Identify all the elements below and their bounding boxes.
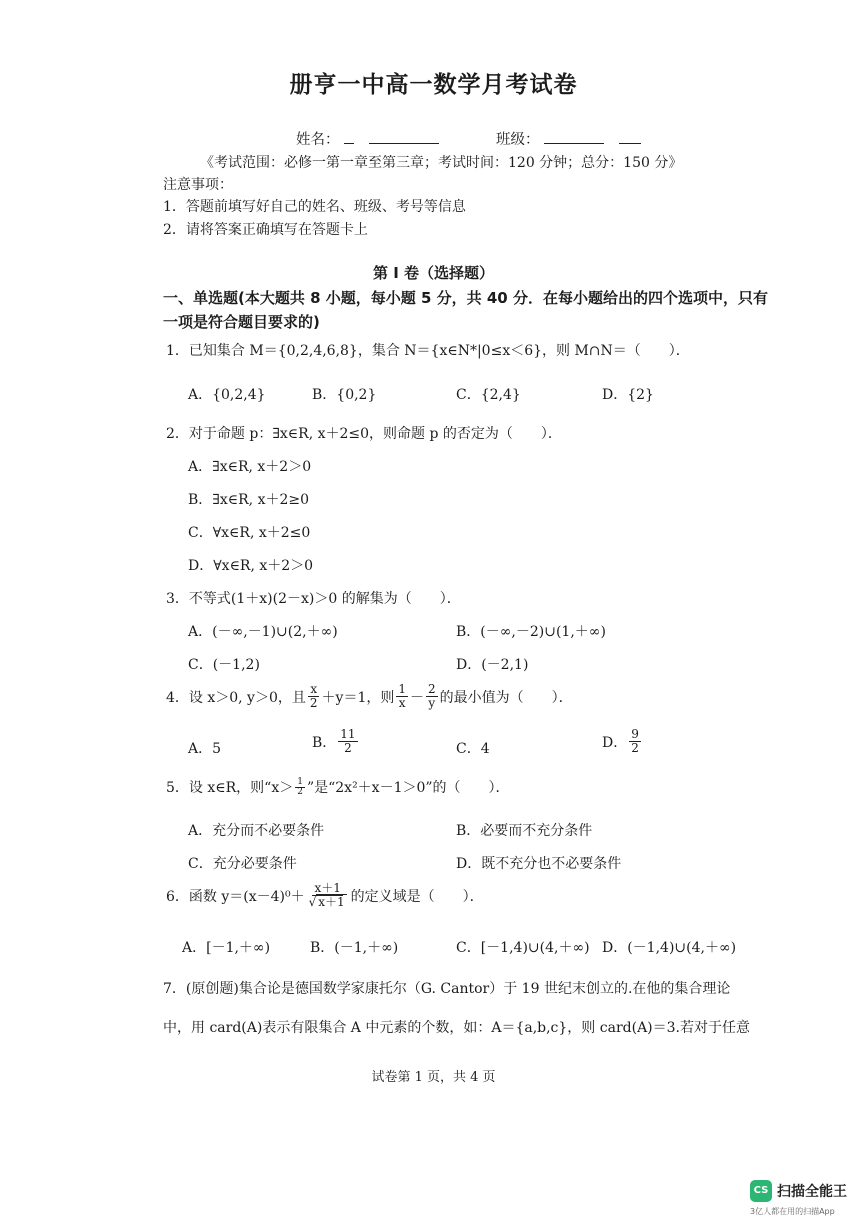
q4-option-c[interactable]: C．4 — [456, 741, 490, 757]
q3-option-c[interactable]: C．(－1,2) — [188, 657, 260, 673]
q5-option-d[interactable]: D．既不充分也不必要条件 — [456, 856, 622, 872]
q5-stem — [166, 777, 510, 797]
class-blank-a[interactable] — [544, 131, 604, 144]
q4-option-b-label: B． — [312, 734, 337, 751]
q4-frac2-den: x — [398, 696, 406, 710]
q5-half-den: 2 — [297, 786, 303, 797]
q6-stem-b: 的定义域是（ ）． — [350, 888, 484, 905]
q3-option-b[interactable]: B．(－∞,－2)∪(1,＋∞) — [456, 624, 606, 640]
q6-stem — [166, 882, 484, 909]
q4-stem — [166, 683, 573, 710]
q4-option-d-label: D． — [602, 734, 628, 751]
q4-option-a[interactable]: A．5 — [188, 741, 222, 757]
q4-d-den: 2 — [631, 741, 639, 755]
class-blank-b[interactable] — [619, 131, 641, 144]
q4-b-num: 11 — [340, 727, 356, 741]
q4-fraction-2-over-y — [426, 683, 438, 710]
q6-option-a[interactable]: A．[－1,＋∞) — [182, 940, 271, 956]
q4-frac3-num: 2 — [428, 682, 436, 696]
q1-option-d[interactable]: D．{2} — [602, 387, 654, 403]
q5-half-num: 1 — [297, 776, 303, 787]
q4-stem-c: 的最小值为（ ）． — [439, 689, 573, 706]
q2-option-d[interactable]: D．∀x∈R, x＋2＞0 — [188, 558, 314, 574]
q7-line-2: 中，用 card(A)表示有限集合 A 中元素的个数，如：A＝{a,b,c}，则 card(A)＝3.若对于任意 — [163, 1020, 750, 1036]
q6-option-b[interactable]: B．(－1,＋∞) — [310, 940, 399, 956]
q4-minus: － — [410, 689, 424, 706]
q4-b-den: 2 — [344, 741, 352, 755]
q1-option-c[interactable]: C．{2,4} — [456, 387, 521, 403]
exam-scope: 《考试范围：必修一第一章至第三章；考试时间：120 分钟；总分：150 分》 — [200, 155, 683, 171]
q3-option-a[interactable]: A．(－∞,－1)∪(2,＋∞) — [188, 624, 338, 640]
q6-stem-a: 6．函数 y＝(x－4)⁰＋ — [166, 888, 305, 905]
page-title: 册亨一中高一数学月考试卷 — [289, 72, 578, 98]
notes-title: 注意事项： — [163, 177, 233, 193]
q4-option-b[interactable] — [312, 728, 360, 755]
q5-stem-a: 5．设 x∈R，则“x＞ — [166, 780, 294, 796]
q7-line-1: 7．(原创题)集合论是德国数学家康托尔（G. Cantor）于 19 世纪末创立的.在他的集合理论 — [163, 981, 731, 997]
q6-frac-den — [307, 896, 349, 909]
note-1: 1．答题前填写好自己的姓名、班级、考号等信息 — [163, 199, 466, 215]
q6-fraction — [307, 882, 349, 909]
q4-option-d-fraction — [629, 728, 641, 755]
sqrt-icon: √ — [308, 895, 317, 909]
q4-frac2-num: 1 — [398, 682, 406, 696]
volume-title: 第 I 卷（选择题） — [372, 264, 495, 282]
class-field — [496, 128, 641, 149]
q5-stem-b: ”是“2x²＋x－1＞0”的（ ）． — [306, 780, 510, 796]
name-blank-a[interactable] — [344, 131, 354, 144]
q1-option-a[interactable]: A．{0,2,4} — [188, 387, 266, 403]
q4-stem-a: 4．设 x＞0, y＞0，且 — [166, 689, 306, 706]
q1-stem: 1．已知集合 M＝{0,2,4,6,8}，集合 N＝{x∈N*|0≤x＜6}，则 M∩N＝（ ）． — [166, 343, 690, 359]
q5-option-c[interactable]: C．充分必要条件 — [188, 856, 297, 872]
q5-option-b[interactable]: B．必要而不充分条件 — [456, 823, 593, 839]
q2-option-c[interactable]: C．∀x∈R, x＋2≤0 — [188, 525, 311, 541]
q4-frac3-den: y — [428, 696, 436, 710]
q4-option-d[interactable] — [602, 728, 643, 755]
q4-frac-num: x — [310, 682, 318, 696]
q6-sqrt-inner: x＋1 — [318, 895, 345, 909]
page-footer: 试卷第 1 页，共 4 页 — [371, 1070, 496, 1085]
name-blank-b[interactable] — [369, 131, 439, 144]
q1-option-b[interactable]: B．{0,2} — [312, 387, 377, 403]
q2-stem: 2．对于命题 p：∃x∈R, x＋2≤0，则命题 p 的否定为（ ）． — [166, 426, 562, 442]
q4-d-num: 9 — [631, 727, 639, 741]
q2-option-a[interactable]: A．∃x∈R, x＋2＞0 — [188, 459, 312, 475]
name-field — [296, 128, 439, 149]
q6-option-c[interactable]: C．[－1,4)∪(4,＋∞) — [456, 940, 590, 956]
q5-half-fraction — [295, 778, 305, 797]
q4-fraction-1-over-x — [396, 683, 408, 710]
q6-frac-num: x＋1 — [314, 881, 341, 895]
section-heading-1: 一、单选题(本大题共 8 小题，每小题 5 分，共 40 分．在每小题给出的四个选项中，只有 — [163, 289, 768, 307]
watermark-brand: 扫描全能王 — [777, 1184, 847, 1200]
q4-option-b-fraction — [338, 728, 357, 755]
q2-option-b[interactable]: B．∃x∈R, x＋2≥0 — [188, 492, 310, 508]
name-label: 姓名： — [296, 132, 340, 148]
q4-stem-b: ＋y＝1，则 — [321, 689, 395, 706]
q3-option-d[interactable]: D．(－2,1) — [456, 657, 529, 673]
note-2: 2．请将答案正确填写在答题卡上 — [163, 222, 368, 238]
q3-stem: 3．不等式(1＋x)(2－x)＞0 的解集为（ ）． — [166, 591, 461, 607]
q4-frac-den: 2 — [309, 696, 318, 710]
class-label: 班级： — [496, 132, 540, 148]
camscanner-logo-icon: CS — [750, 1180, 772, 1202]
q5-option-a[interactable]: A．充分而不必要条件 — [188, 823, 325, 839]
section-heading-2: 一项是符合题目要求的) — [163, 313, 320, 331]
q6-option-d[interactable]: D．(－1,4)∪(4,＋∞) — [602, 940, 737, 956]
q4-fraction-x-over-2 — [308, 683, 320, 710]
watermark-tagline: 3亿人都在用的扫描App — [750, 1207, 835, 1216]
